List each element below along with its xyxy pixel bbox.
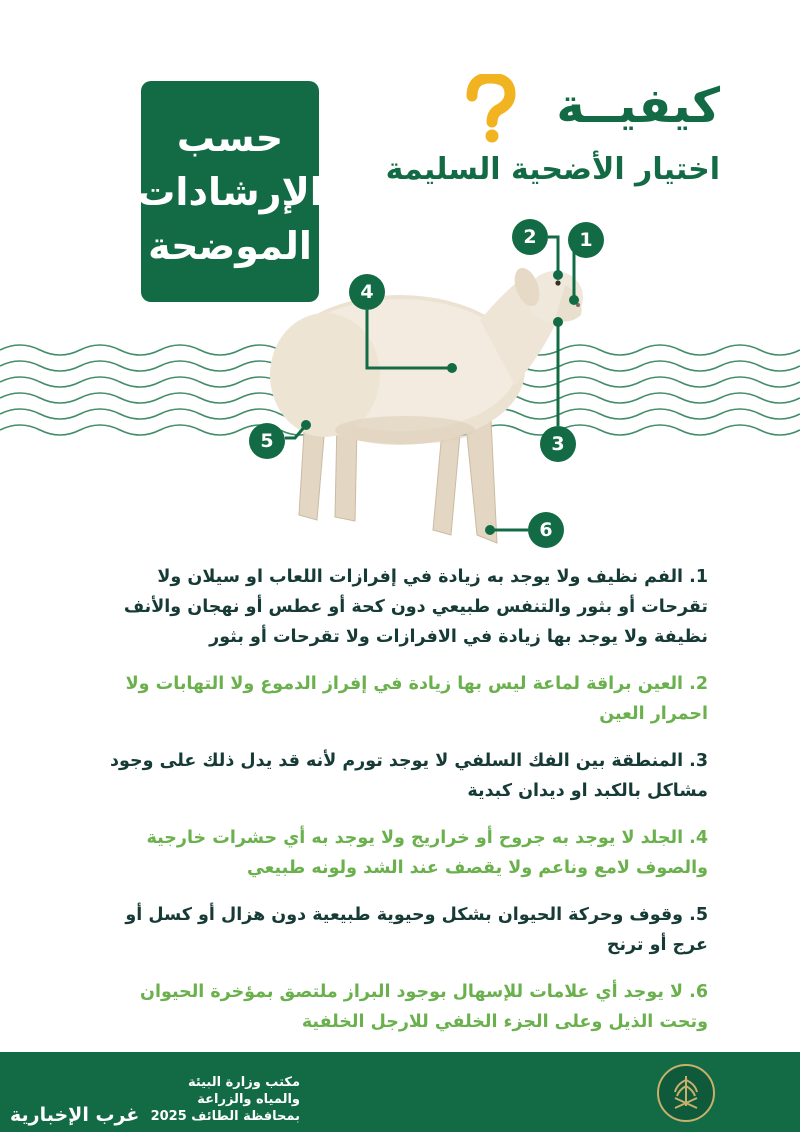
footer — [0, 1052, 800, 1132]
sheep-illustration — [265, 225, 595, 555]
badge-line-1: حسب — [176, 115, 284, 160]
source-watermark: غرب الإخبارية — [10, 1104, 140, 1126]
callout-1: 1 — [568, 222, 604, 258]
callout-4: 4 — [349, 274, 385, 310]
question-mark-icon — [460, 74, 520, 144]
criteria-item-diarrhea: 6. لا يوجد أي علامات للإسهال بوجود البراز ملتصق بمؤخرة الحيوان وتحت الذيل وعلى الجزء الخلفي للارجل الخلفية — [140, 982, 708, 1032]
criteria-list — [90, 562, 708, 1054]
callout-6: 6 — [528, 512, 564, 548]
page-title: كيفيــة — [556, 78, 720, 134]
callout-2: 2 — [512, 219, 548, 255]
criteria-item-jaw: 3. المنطقة بين الفك السلفي لا يوجد تورم لأنه قد يدل ذلك على وجود مشاكل بالكبد او ديدان كبدية — [110, 751, 708, 801]
callout-5: 5 — [249, 423, 285, 459]
badge-line-3: الموضحة — [148, 223, 312, 268]
office-line-1: مكتب وزارة البيئة والمياه والزراعة — [187, 1075, 300, 1107]
ministry-logo-icon — [657, 1064, 715, 1122]
page-subtitle: اختيار الأضحية السليمة — [385, 152, 720, 187]
callout-3: 3 — [540, 426, 576, 462]
office-line-2: بمحافظة الطائف 2025 — [150, 1109, 300, 1124]
criteria-item-skin: 4. الجلد لا يوجد به جروح أو خراريج ولا يوجد به أي حشرات خارجية والصوف لامع وناعم ولا يقصف عند الشد ولونه طبيعي — [146, 828, 708, 878]
criteria-item-eyes: 2. العين براقة لماعة ليس بها زيادة في إفراز الدموع ولا التهابات ولا احمرار العين — [125, 674, 708, 724]
criteria-item-movement: 5. وقوف وحركة الحيوان بشكل وحيوية طبيعية دون هزال أو كسل أو عرج أو ترنح — [125, 905, 708, 955]
badge-line-2: الإرشادات — [137, 169, 323, 214]
ministry-office-text — [150, 1074, 300, 1125]
criteria-item-mouth: 1. الفم نظيف ولا يوجد به زيادة في إفرازات اللعاب او سيلان ولا تقرحات أو بثور والتنفس طبيعي دون كحة أو عطس أو نهجان والأنف نظيفة ولا يوجد بها زيادة في الافرازات ولا تقرحات أو بثور — [123, 567, 708, 647]
